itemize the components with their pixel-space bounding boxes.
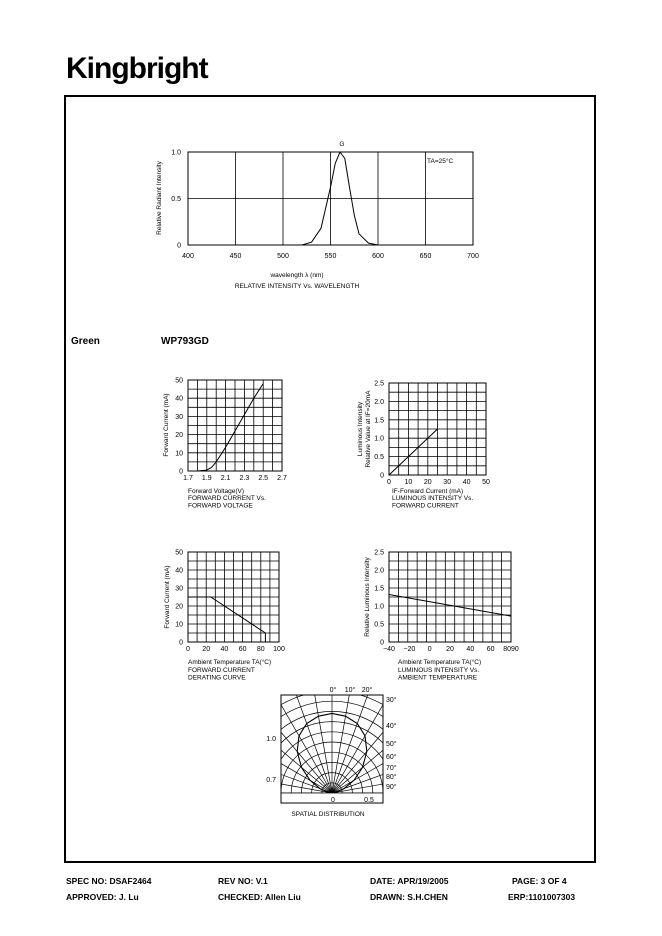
c1-title: RELATIVE INTENSITY Vs. WAVELENGTH	[234, 283, 360, 290]
c5-y-tick-label: 0.5	[374, 621, 384, 629]
c1-x-tick-label: 550	[324, 253, 337, 260]
approved-by: APPROVED: J. Lu	[66, 892, 139, 902]
c5-title-line: LUMINOUS INTENSITY Vs.	[398, 667, 480, 674]
c4-title-line: DERATING CURVE	[188, 674, 246, 682]
c4-x-tick-label: 40	[220, 646, 229, 653]
c4-y-axis-label: Forward Current (mA)	[164, 565, 171, 629]
c6-angle-ray	[329, 662, 488, 793]
c6-angle-label-right: 50°	[386, 741, 397, 748]
c1-x-tick-label: 650	[419, 253, 432, 260]
c4-x-tick-label: 20	[202, 646, 211, 653]
page-number: PAGE: 3 OF 4	[512, 876, 567, 886]
c6-angle-ray	[332, 691, 509, 793]
c5-x-axis-label: Ambient Temperature TA(°C)	[398, 659, 482, 666]
c3-y-tick-label: 2.5	[374, 380, 384, 388]
c6-angle-ray	[332, 723, 524, 793]
c2-y-tick-label: 20	[175, 432, 183, 440]
c6-angle-label-right: 40°	[386, 723, 397, 730]
c1-y-tick-label: 0.5	[171, 196, 181, 203]
c4-y-tick-label: 30	[175, 585, 183, 593]
c6-radial-label-left: 0.7	[266, 777, 276, 784]
c3-y-axis-label: Luminous Intensity	[357, 401, 364, 457]
c1-peak-annotation: G	[339, 141, 345, 148]
c3-y-tick-label: 0.5	[374, 454, 384, 462]
c5-x-tick-label: 8090	[503, 646, 519, 653]
date: DATE: APR/19/2005	[370, 876, 449, 886]
drawn-by: DRAWN: S.H.CHEN	[370, 892, 448, 902]
c6-angle-ray	[262, 601, 332, 793]
c3-y-tick-label: 1.5	[374, 417, 384, 425]
c6-angle-label-right: 80°	[386, 774, 397, 781]
c2-x-tick-label: 1.7	[183, 475, 193, 482]
c6-angle-label-right: 60°	[386, 754, 397, 761]
c2-x-tick-label: 2.3	[239, 475, 250, 482]
c4-series-line	[188, 597, 265, 642]
c1-x-tick-label: 600	[372, 253, 384, 260]
c2-x-tick-label: 1.9	[201, 475, 212, 482]
c4-y-tick-label: 20	[175, 603, 183, 611]
c6-angle-label-top: 20°	[361, 687, 373, 694]
part-number: WP793GD	[161, 336, 209, 347]
c1-x-axis-label: wavelength λ (nm)	[270, 272, 324, 279]
c4-x-axis-label: Ambient Temperature TA(°C)	[188, 659, 272, 666]
c3-y-axis-label: Relative Value at IF=20mA	[365, 390, 372, 468]
c2-y-tick-label: 0	[179, 468, 183, 476]
c3-title-line: LUMINOUS INTENSITY Vs.	[392, 495, 474, 502]
erp-number: ERP:1101007303	[508, 892, 576, 902]
c2-title-line: FORWARD CURRENT Vs.	[188, 495, 266, 502]
c2-y-tick-label: 50	[175, 377, 183, 385]
c3-x-axis-label: IF-Forward Current (mA)	[392, 488, 464, 495]
checked-by: CHECKED: Allen Liu	[218, 892, 301, 902]
c5-x-tick-label: 60	[486, 646, 495, 653]
c3-title-line: FORWARD CURRENT	[392, 502, 459, 510]
c5-x-tick-label: 0	[427, 646, 432, 653]
c1-x-tick-label: 450	[229, 253, 242, 260]
c2-y-tick-label: 30	[175, 413, 183, 421]
c1-y-tick-label: 0	[177, 242, 181, 250]
c4-y-tick-label: 0	[179, 639, 183, 647]
rev-no: REV NO: V.1	[218, 876, 268, 886]
c2-series-line	[197, 384, 263, 471]
c3-x-tick-label: 30	[443, 479, 452, 486]
c6-title: SPATIAL DISTRIBUTION	[291, 811, 365, 818]
c2-y-tick-label: 10	[175, 450, 183, 458]
c4-title-line: FORWARD CURRENT	[188, 667, 255, 674]
c1-x-tick-label: 500	[277, 253, 289, 260]
c6-polar-grid	[128, 589, 536, 895]
c5-y-axis-label: Relative Luminous Intensity	[364, 557, 371, 637]
c4-y-tick-label: 10	[175, 621, 183, 629]
c3-x-tick-label: 10	[404, 479, 413, 486]
c2-x-axis-label: Forward Voltage(V)	[188, 488, 244, 495]
c4-x-tick-label: 60	[238, 646, 247, 653]
c6-angle-ray	[176, 662, 332, 793]
c3-y-tick-label: 0	[380, 472, 384, 480]
c2-x-tick-label: 2.5	[258, 475, 269, 482]
c6-radial-label-bottom: 0.5	[364, 797, 374, 804]
c5-x-tick-label: −20	[403, 646, 416, 653]
c3-x-tick-label: 20	[423, 479, 432, 486]
c3-x-tick-label: 40	[462, 479, 471, 486]
c1-temp-annotation: TA=25°C	[427, 158, 454, 165]
c5-y-tick-label: 1.0	[374, 603, 384, 611]
c2-y-tick-label: 40	[175, 395, 183, 403]
c6-angle-label-top: 10°	[344, 687, 356, 694]
c2-title-line: FORWARD VOLTAGE	[188, 502, 253, 510]
c4-x-tick-label: 0	[186, 646, 190, 653]
c1-y-tick-label: 1.0	[171, 149, 181, 157]
c6-angle-label-right: 70°	[386, 765, 397, 772]
spec-no: SPEC NO: DSAF2464	[66, 876, 152, 886]
c6-radial-label-bottom: 0	[331, 797, 335, 804]
c5-y-tick-label: 0	[380, 639, 384, 647]
c6-angle-ray	[140, 723, 332, 793]
c5-y-tick-label: 2.0	[374, 567, 384, 575]
c5-y-tick-label: 1.5	[374, 585, 384, 593]
c4-x-tick-label: 80	[256, 646, 265, 653]
c5-x-tick-label: 40	[466, 646, 475, 653]
c5-series-line	[389, 595, 511, 617]
c6-angle-label-right: 90°	[386, 784, 397, 791]
c3-x-tick-label: 50	[482, 479, 490, 486]
c1-y-axis-label: Relative Radiant Intensity	[156, 161, 163, 235]
brand-logo: Kingbright	[66, 52, 208, 85]
c6-angle-ray	[155, 691, 332, 793]
c4-x-tick-label: 100	[273, 646, 285, 653]
c3-y-tick-label: 2.0	[374, 398, 384, 406]
c4-y-tick-label: 50	[175, 549, 183, 557]
c6-polar-group	[128, 589, 536, 895]
c6-angle-label-right: 30°	[386, 697, 397, 704]
c2-x-tick-label: 2.7	[277, 475, 287, 482]
c2-y-axis-label: Forward Current (mA)	[163, 393, 170, 457]
c5-title-line: AMBIENT TEMPERATURE	[398, 674, 478, 682]
c5-x-tick-label: 20	[446, 646, 454, 653]
c6-angle-label-top: 0°	[329, 687, 337, 694]
c3-y-tick-label: 1.0	[374, 435, 384, 443]
c1-x-tick-label: 400	[182, 253, 194, 260]
c3-series-line	[389, 429, 438, 475]
c5-y-tick-label: 2.5	[374, 549, 384, 557]
c5-x-tick-label: −40	[383, 646, 395, 653]
c2-x-tick-label: 2.1	[220, 475, 231, 482]
c3-x-tick-label: 0	[387, 479, 391, 486]
c4-y-tick-label: 40	[175, 567, 183, 575]
c1-x-tick-label: 700	[467, 253, 479, 260]
c6-radial-label-left: 1.0	[266, 736, 276, 743]
color-label: Green	[71, 336, 100, 347]
